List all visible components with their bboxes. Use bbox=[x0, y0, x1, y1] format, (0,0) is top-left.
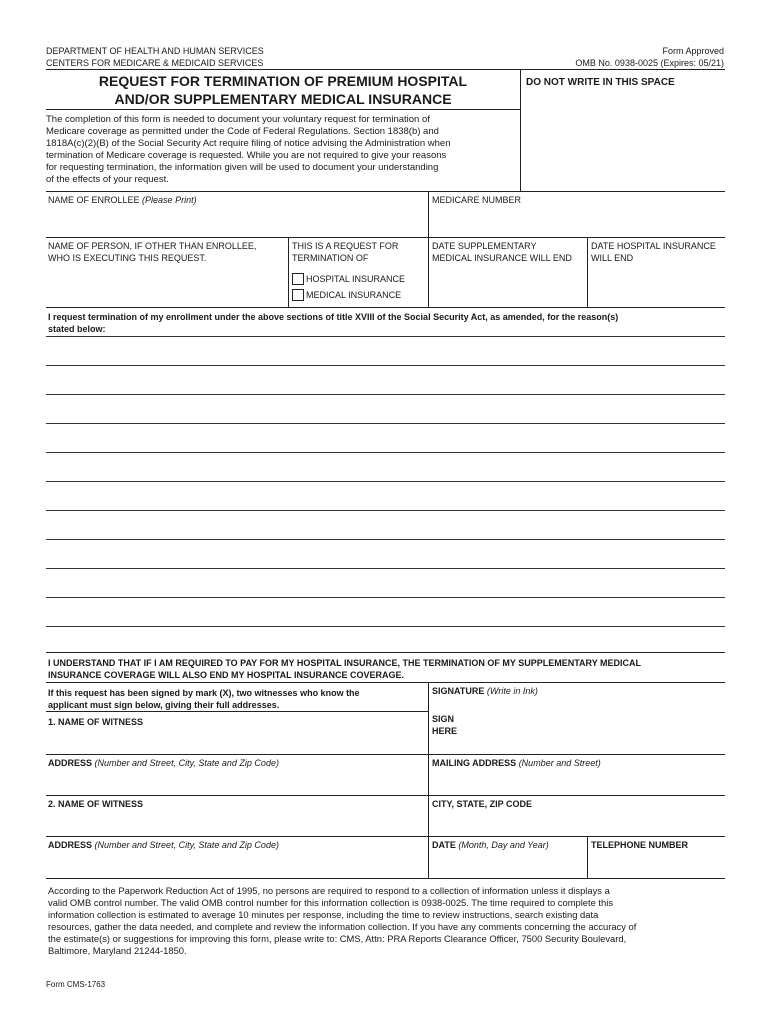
form-title-line2: AND/OR SUPPLEMENTARY MEDICAL INSURANCE bbox=[114, 91, 452, 107]
intro-paragraph bbox=[46, 114, 516, 186]
witness2-address-label bbox=[48, 839, 279, 851]
reasons-area[interactable] bbox=[46, 336, 725, 628]
date-label bbox=[432, 839, 549, 851]
city-state-zip-label: CITY, STATE, ZIP CODE bbox=[432, 799, 533, 809]
hospital-end-date-label bbox=[591, 240, 716, 264]
signature-label bbox=[432, 685, 538, 697]
department-name: DEPARTMENT OF HEALTH AND HUMAN SERVICES bbox=[46, 46, 264, 56]
supplementary-end-date-label bbox=[432, 240, 572, 264]
form-title-line1: REQUEST FOR TERMINATION OF PREMIUM HOSPITAL bbox=[98, 73, 468, 89]
enrollee-name-label bbox=[48, 194, 197, 206]
center-name: CENTERS FOR MEDICARE & MEDICAID SERVICES bbox=[46, 58, 264, 68]
understand-statement bbox=[48, 657, 641, 681]
medical-insurance-checkbox[interactable] bbox=[292, 289, 304, 301]
date-label-text: DATE bbox=[432, 840, 456, 850]
telephone-label: TELEPHONE NUMBER bbox=[591, 840, 689, 850]
intro-line: Medicare coverage as permitted under the Code of Federal Regulations. Section 1838(b) and bbox=[46, 126, 439, 137]
omb-block bbox=[575, 45, 724, 69]
mailing-address-field[interactable] bbox=[432, 771, 722, 793]
form-approved: Form Approved bbox=[662, 46, 724, 56]
paperwork-line: information collection is estimated to average 10 minutes per response, including the time to review instructions, search existing data bbox=[48, 909, 599, 920]
city-state-zip-field[interactable] bbox=[432, 812, 722, 834]
termination-line1: THIS IS A REQUEST FOR bbox=[292, 241, 399, 251]
witness1-address-label bbox=[48, 757, 279, 769]
form-number: Form CMS-1763 bbox=[46, 980, 106, 989]
sign-text: SIGN bbox=[432, 714, 455, 724]
address-label-text: ADDRESS bbox=[48, 758, 93, 768]
hospital-insurance-checkbox[interactable] bbox=[292, 273, 304, 285]
request-statement-line2: stated below: bbox=[48, 324, 106, 334]
address-hint: (Number and Street, City, State and Zip Code) bbox=[94, 840, 279, 850]
mailing-hint: (Number and Street) bbox=[518, 758, 601, 768]
telephone-field[interactable] bbox=[591, 853, 723, 875]
request-statement-line1: I request termination of my enrollment under the above sections of title XVIII of the Social Security Act, as amended, for the reason(s) bbox=[48, 312, 619, 322]
paperwork-line: According to the Paperwork Reduction Act of 1995, no persons are required to respond to a collection of information unless it displays a bbox=[48, 885, 610, 896]
intro-line: 1818A(c)(2)(B) of the Social Security Act require filing of notice advising the Administration when bbox=[46, 138, 451, 149]
omb-number: OMB No. 0938-0025 (Expires: 05/21) bbox=[575, 58, 724, 68]
mailing-label-text: MAILING ADDRESS bbox=[432, 758, 517, 768]
other-person-line1: NAME OF PERSON, IF OTHER THAN ENROLLEE, bbox=[48, 241, 257, 251]
address-label-text: ADDRESS bbox=[48, 840, 93, 850]
termination-line2: TERMINATION OF bbox=[292, 253, 369, 263]
supp-date-line1: DATE SUPPLEMENTARY bbox=[432, 241, 537, 251]
do-not-write-label: DO NOT WRITE IN THIS SPACE bbox=[526, 77, 675, 88]
paperwork-line: Baltimore, Maryland 21244-1850. bbox=[48, 945, 187, 956]
hospital-end-date-field[interactable] bbox=[591, 268, 723, 304]
mailing-address-label bbox=[432, 757, 601, 769]
hospital-insurance-label: HOSPITAL INSURANCE bbox=[306, 274, 406, 284]
witness1-address-field[interactable] bbox=[48, 771, 424, 793]
termination-type-label bbox=[292, 240, 398, 264]
request-statement bbox=[48, 311, 618, 335]
paperwork-reduction-notice bbox=[48, 885, 728, 957]
witness2-name-field[interactable] bbox=[48, 812, 424, 834]
supp-date-line2: MEDICAL INSURANCE WILL END bbox=[432, 253, 572, 263]
witness-instructions-line2: applicant must sign below, giving their full addresses. bbox=[48, 700, 280, 710]
medicare-number-field[interactable] bbox=[432, 208, 722, 234]
paperwork-line: the estimate(s) or suggestions for improving this form, please write to: CMS, Attn: PRA Reports Clearance Officer, 7500 Security Boulevard, bbox=[48, 933, 627, 944]
paperwork-line: valid OMB control number. The valid OMB control number for this information collection is 0938-0025. The time required to complete this bbox=[48, 897, 614, 908]
here-text: HERE bbox=[432, 726, 458, 736]
other-person-line2: WHO IS EXECUTING THIS REQUEST. bbox=[48, 253, 207, 263]
enrollee-name-field[interactable] bbox=[48, 208, 424, 234]
enrollee-label-text: NAME OF ENROLLEE bbox=[48, 195, 140, 205]
agency-header bbox=[46, 45, 264, 69]
paperwork-line: resources, gather the data needed, and complete and review the information collection. If you have any comments concerning the accuracy of bbox=[48, 921, 637, 932]
enrollee-hint: (Please Print) bbox=[142, 195, 197, 205]
sign-here-label bbox=[432, 713, 457, 737]
date-hint: (Month, Day and Year) bbox=[458, 840, 549, 850]
witness2-name-label: 2. NAME OF WITNESS bbox=[48, 799, 144, 809]
witness-instructions bbox=[48, 687, 360, 711]
signature-label-text: SIGNATURE bbox=[432, 686, 485, 696]
hosp-date-line1: DATE HOSPITAL INSURANCE bbox=[591, 241, 716, 251]
witness2-address-field[interactable] bbox=[48, 853, 424, 875]
intro-line: termination of Medicare coverage is requested. While you are not required to give your reasons bbox=[46, 150, 447, 161]
witness-instructions-line1: If this request has been signed by mark (X), two witnesses who know the bbox=[48, 688, 360, 698]
witness1-name-field[interactable] bbox=[48, 730, 424, 752]
intro-line: of the effects of your request. bbox=[46, 174, 169, 185]
understand-line1: I UNDERSTAND THAT IF I AM REQUIRED TO PAY FOR MY HOSPITAL INSURANCE, THE TERMINATION OF MY SUPPLEMENTARY MEDICAL bbox=[48, 658, 642, 668]
hosp-date-line2: WILL END bbox=[591, 253, 634, 263]
other-person-label bbox=[48, 240, 256, 264]
form-title bbox=[46, 72, 520, 108]
understand-line2: INSURANCE COVERAGE WILL ALSO END MY HOSPITAL INSURANCE COVERAGE. bbox=[48, 670, 405, 680]
intro-line: The completion of this form is needed to document your voluntary request for termination of bbox=[46, 114, 430, 125]
supplementary-end-date-field[interactable] bbox=[432, 268, 584, 304]
date-field[interactable] bbox=[432, 853, 584, 875]
signature-field[interactable] bbox=[470, 700, 722, 750]
medical-insurance-label: MEDICAL INSURANCE bbox=[306, 290, 402, 300]
office-use-area bbox=[521, 70, 725, 191]
witness1-name-label: 1. NAME OF WITNESS bbox=[48, 717, 144, 727]
intro-line: for requesting termination, the information given will be used to document your understanding bbox=[46, 162, 439, 173]
address-hint: (Number and Street, City, State and Zip Code) bbox=[94, 758, 279, 768]
other-person-field[interactable] bbox=[48, 268, 284, 304]
signature-hint: (Write in Ink) bbox=[486, 686, 538, 696]
medicare-number-label: MEDICARE NUMBER bbox=[432, 195, 522, 205]
